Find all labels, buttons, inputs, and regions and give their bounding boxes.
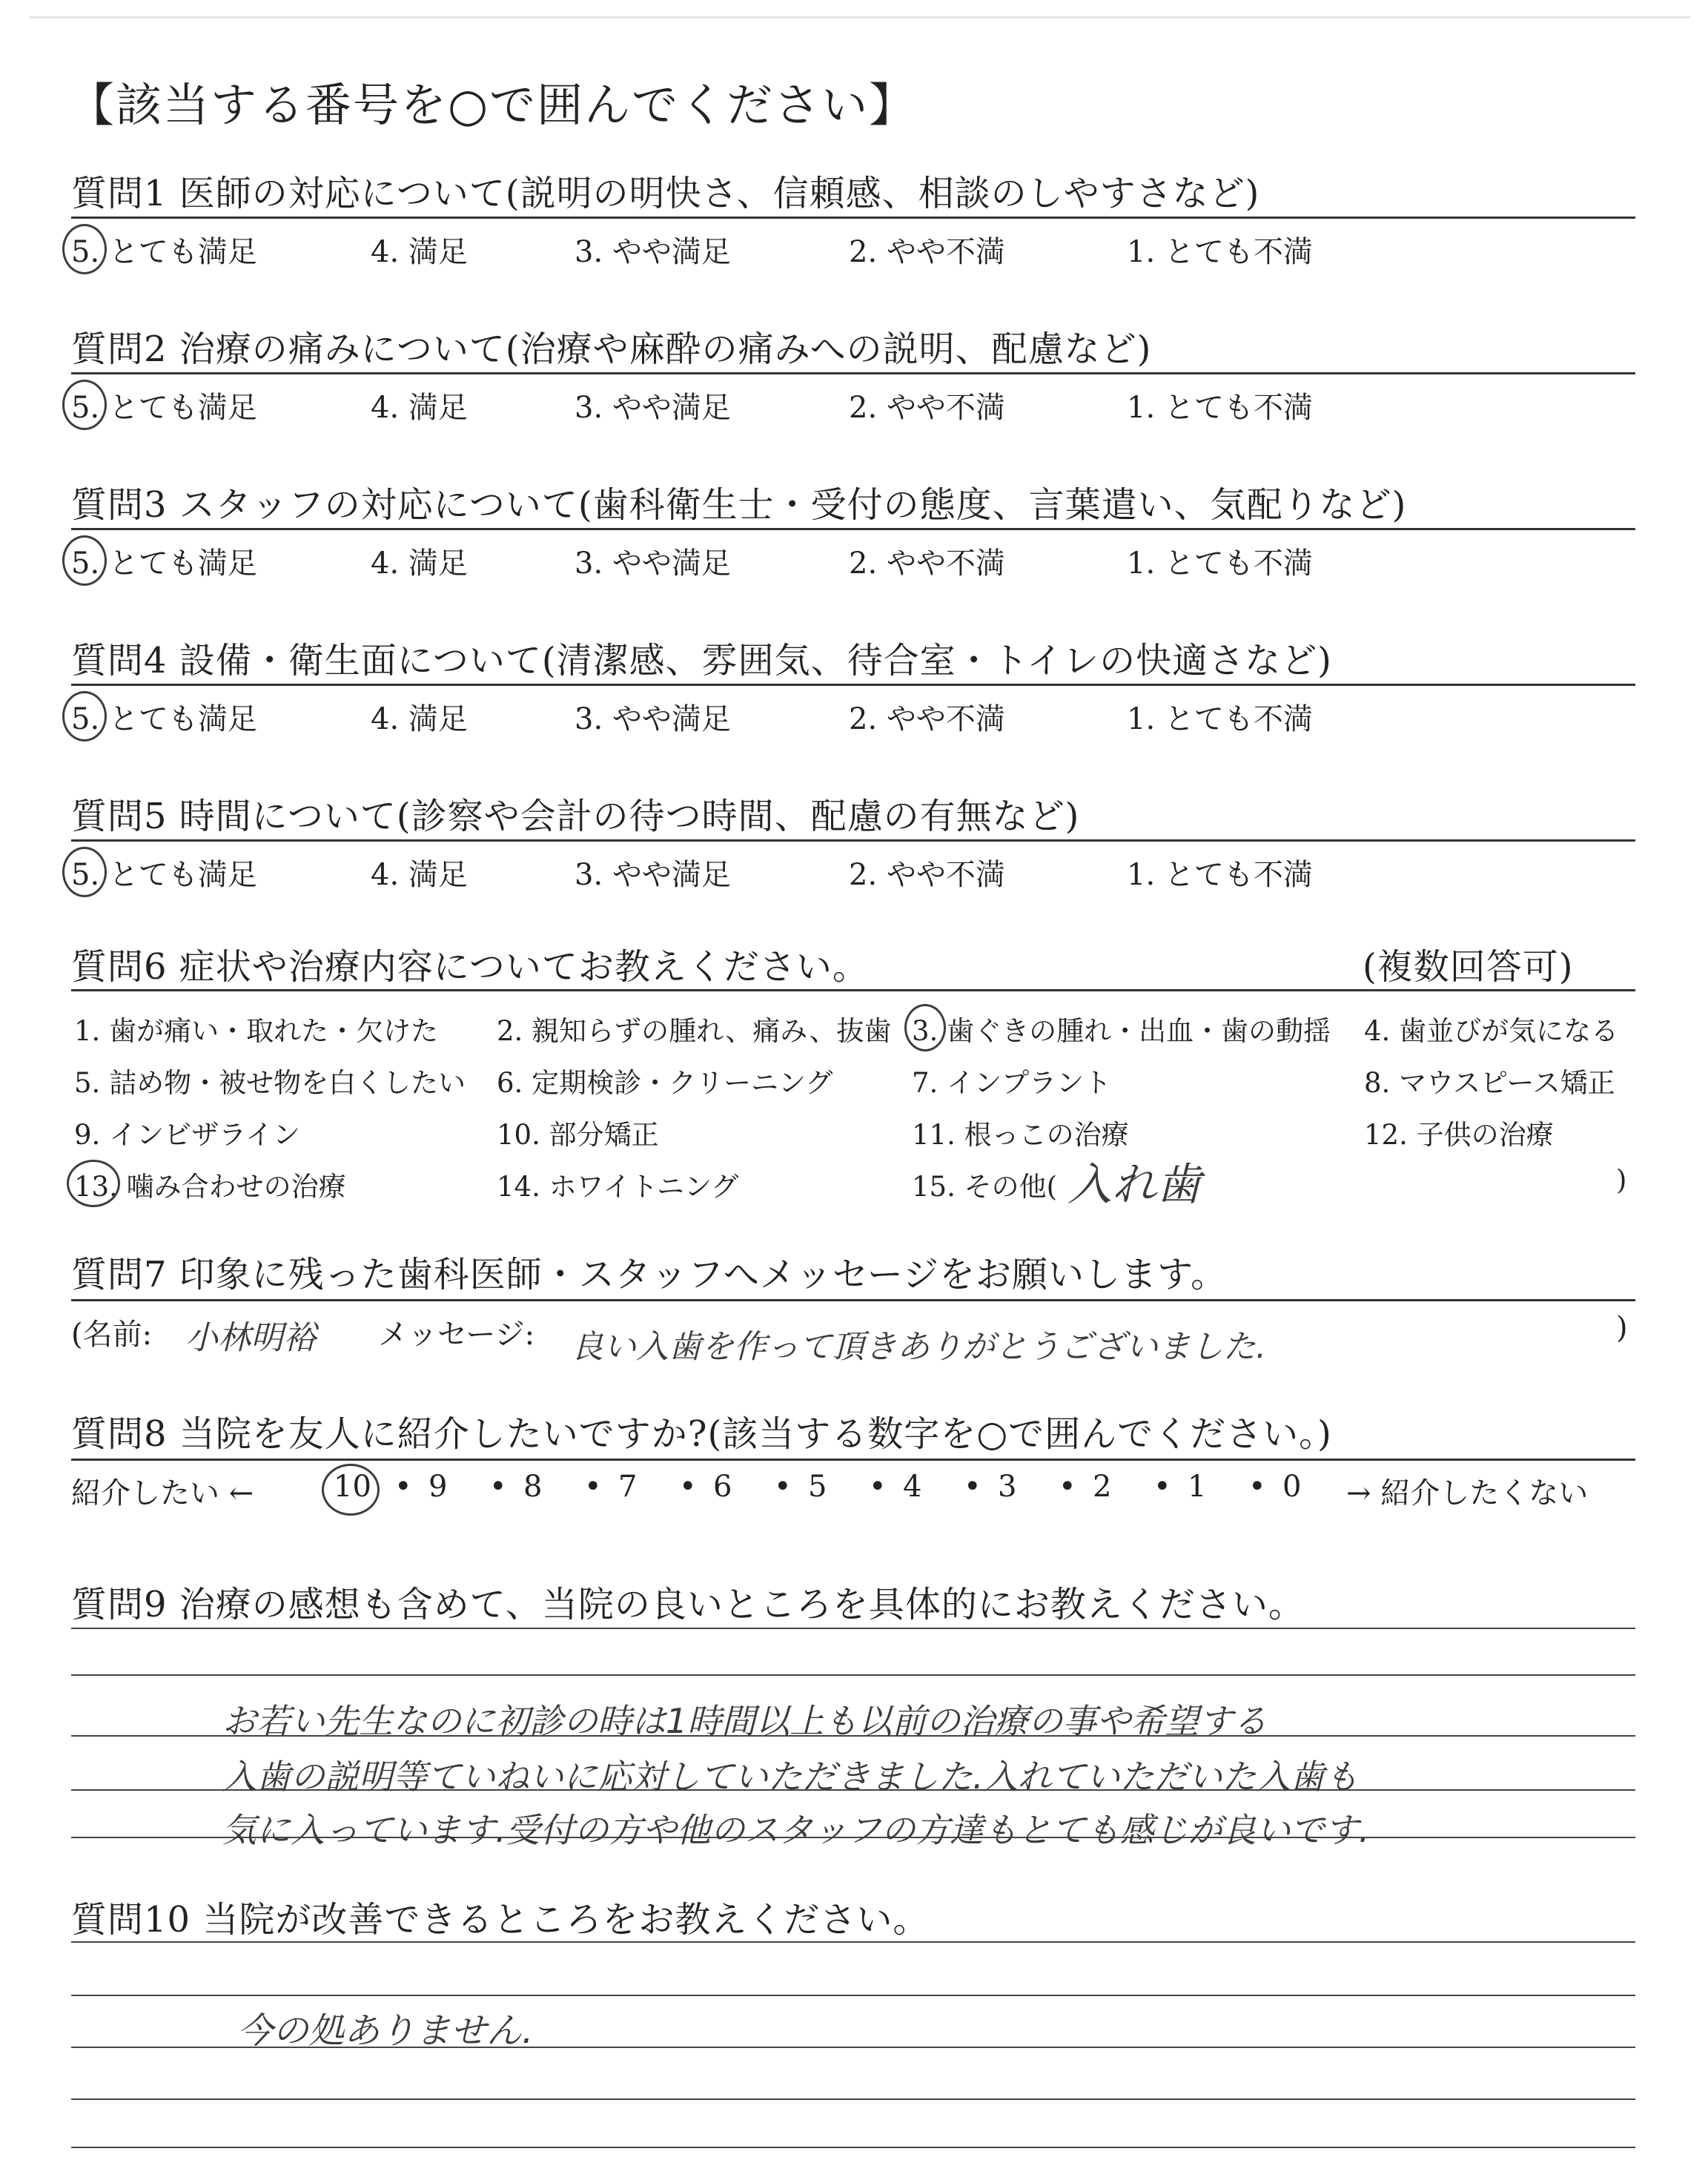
q8-selected-circle	[322, 1464, 380, 1516]
q1-option: 2. やや不満	[849, 235, 1005, 269]
q5-option: 2. やや不満	[849, 858, 1005, 892]
q6-note: (複数回答可)	[1363, 946, 1574, 988]
q8-rule	[71, 1459, 1635, 1461]
q6-option: 14. ホワイトニング	[497, 1171, 739, 1203]
q8-scale-dot: •	[1059, 1470, 1076, 1504]
q1-option: 4. 満足	[371, 235, 468, 269]
q10-rule-5	[71, 2147, 1635, 2148]
q7-name-value: 小林明裕	[185, 1319, 316, 1357]
q9-line-3: 気に入っています.受付の方や他のスタッフの方達もとても感じが良いです.	[222, 1810, 1370, 1850]
q2-option: 3. やや満足	[575, 391, 731, 425]
q2-selected-circle	[62, 380, 107, 430]
q9-title: 質問9 治療の感想も含めて、当院の良いところを具体的にお教えください。	[71, 1584, 1305, 1625]
q6-option: 4. 歯並びが気になる	[1364, 1015, 1619, 1047]
q8-left-label: 紹介したい ←	[71, 1476, 254, 1510]
q5-option: 5. とても満足	[71, 858, 257, 892]
q8-right-label: → 紹介したくない	[1346, 1476, 1589, 1510]
q3-rule	[71, 528, 1635, 530]
q6-option: 11. 根っこの治療	[912, 1119, 1129, 1151]
q8-scale-dot: •	[1153, 1470, 1171, 1504]
q8-scale-dot: •	[869, 1470, 887, 1504]
q4-rule	[71, 684, 1635, 686]
q8-scale-value: 2	[1093, 1470, 1112, 1504]
q4-option: 3. やや満足	[575, 702, 731, 736]
q6-option: 13. 噛み合わせの治療	[74, 1171, 346, 1203]
q6-selected-circle	[67, 1160, 120, 1207]
q4-selected-circle	[62, 691, 107, 742]
q6-title: 質問6 症状や治療内容についてお教えください。	[71, 946, 869, 988]
q2-option: 4. 満足	[371, 391, 468, 425]
q8-scale-value: 1	[1188, 1470, 1207, 1504]
q8-scale-dot: •	[489, 1470, 507, 1504]
q5-title: 質問5 時間について(診察や会計の待つ時間、配慮の有無など)	[71, 796, 1080, 837]
q7-rule	[71, 1299, 1635, 1301]
q1-option: 5. とても満足	[71, 235, 257, 269]
q3-option: 3. やや満足	[575, 546, 731, 581]
q8-scale-value: 7	[618, 1470, 638, 1504]
q6-option: 15. その他(	[912, 1171, 1058, 1203]
q8-scale-value: 6	[713, 1470, 732, 1504]
q8-scale-dot: •	[584, 1470, 602, 1504]
q8-scale-dot: •	[774, 1470, 792, 1504]
q1-option: 3. やや満足	[575, 235, 731, 269]
q6-option: 12. 子供の治療	[1364, 1119, 1554, 1151]
q1-rule	[71, 217, 1635, 219]
q7-message-value: 良い入歯を作って頂きありがとうございました.	[571, 1328, 1266, 1366]
q8-scale-dot: •	[1248, 1470, 1266, 1504]
q2-option: 5. とても満足	[71, 391, 257, 425]
top-edge-line	[30, 16, 1690, 19]
q4-option: 4. 満足	[371, 702, 468, 736]
q8-scale-value: 5	[808, 1470, 827, 1504]
q3-option: 2. やや不満	[849, 546, 1005, 581]
q6-option: 2. 親知らずの腫れ、痛み、抜歯	[497, 1015, 892, 1047]
q6-other-text: 入れ歯	[1068, 1159, 1201, 1211]
q10-rule-2	[71, 1995, 1635, 1996]
q2-option: 1. とても不満	[1127, 391, 1313, 425]
q8-scale-value: 3	[998, 1470, 1017, 1504]
page-heading: 【該当する番号を○で囲んでください】	[68, 78, 917, 132]
q3-option: 4. 満足	[371, 546, 468, 581]
q9-rule-1	[71, 1628, 1635, 1629]
q8-scale-value: 9	[428, 1470, 448, 1504]
q5-rule	[71, 839, 1635, 842]
q2-option: 2. やや不満	[849, 391, 1005, 425]
q5-option: 4. 満足	[371, 858, 468, 892]
q3-option: 5. とても満足	[71, 546, 257, 581]
q4-option: 5. とても満足	[71, 702, 257, 736]
q3-title: 質問3 スタッフの対応について(歯科衛生士・受付の態度、言葉遣い、気配りなど)	[71, 484, 1407, 526]
q4-option: 2. やや不満	[849, 702, 1005, 736]
q10-rule-4	[71, 2098, 1635, 2100]
q6-option: 9. インビザライン	[74, 1119, 300, 1151]
q4-option: 1. とても不満	[1127, 702, 1313, 736]
q8-scale-value: 8	[523, 1470, 543, 1504]
q6-option: 6. 定期検診・クリーニング	[497, 1067, 833, 1099]
q3-option: 1. とても不満	[1127, 546, 1313, 581]
q7-title: 質問7 印象に残った歯科医師・スタッフへメッセージをお願いします。	[71, 1254, 1228, 1295]
q5-option: 1. とても不満	[1127, 858, 1313, 892]
q8-scale-value: 4	[903, 1470, 922, 1504]
q9-line-2: 入歯の説明等ていねいに応対していただきました.入れていただいた入歯も	[222, 1757, 1359, 1797]
q6-selected-circle	[904, 1004, 946, 1051]
q7-close-paren: )	[1616, 1311, 1628, 1345]
q8-scale-dot: •	[964, 1470, 982, 1504]
q1-option: 1. とても不満	[1127, 235, 1313, 269]
q6-option: )	[1616, 1164, 1627, 1196]
q6-rule	[71, 989, 1635, 991]
q2-title: 質問2 治療の痛みについて(治療や麻酔の痛みへの説明、配慮など)	[71, 328, 1152, 370]
q6-option: 5. 詰め物・被せ物を白くしたい	[74, 1067, 466, 1099]
q7-message-label: メッセージ:	[378, 1318, 535, 1352]
q9-line-1: お若い先生なのに初診の時は1時間以上も以前の治療の事や希望する	[222, 1701, 1268, 1741]
q10-rule-1	[71, 1941, 1635, 1943]
q8-title: 質問8 当院を友人に紹介したいですか?(該当する数字を○で囲んでください。)	[71, 1413, 1332, 1455]
q2-rule	[71, 372, 1635, 374]
q8-scale-value: 0	[1282, 1470, 1302, 1504]
q3-selected-circle	[62, 535, 107, 586]
q8-scale-dot: •	[679, 1470, 697, 1504]
q10-line-1: 今の処ありません.	[237, 2010, 534, 2052]
q8-scale-value: 10	[334, 1470, 371, 1504]
q6-option: 1. 歯が痛い・取れた・欠けた	[74, 1015, 439, 1047]
q1-title: 質問1 医師の対応について(説明の明快さ、信頼感、相談のしやすさなど)	[71, 173, 1260, 214]
q1-selected-circle	[62, 224, 107, 274]
q6-option: 10. 部分矯正	[497, 1119, 659, 1151]
q6-option: 8. マウスピース矯正	[1364, 1067, 1615, 1099]
q5-selected-circle	[62, 847, 107, 897]
q4-title: 質問4 設備・衛生面について(清潔感、雰囲気、待合室・トイレの快適さなど)	[71, 640, 1332, 681]
q10-title: 質問10 当院が改善できるところをお教えください。	[71, 1899, 930, 1941]
q9-rule-2	[71, 1674, 1635, 1676]
q5-option: 3. やや満足	[575, 858, 731, 892]
q8-scale-dot: •	[394, 1470, 412, 1504]
q7-name-label: (名前:	[71, 1318, 153, 1352]
q6-option: 3. 歯ぐきの腫れ・出血・歯の動揺	[912, 1015, 1331, 1047]
q6-option: 7. インプラント	[912, 1067, 1112, 1099]
